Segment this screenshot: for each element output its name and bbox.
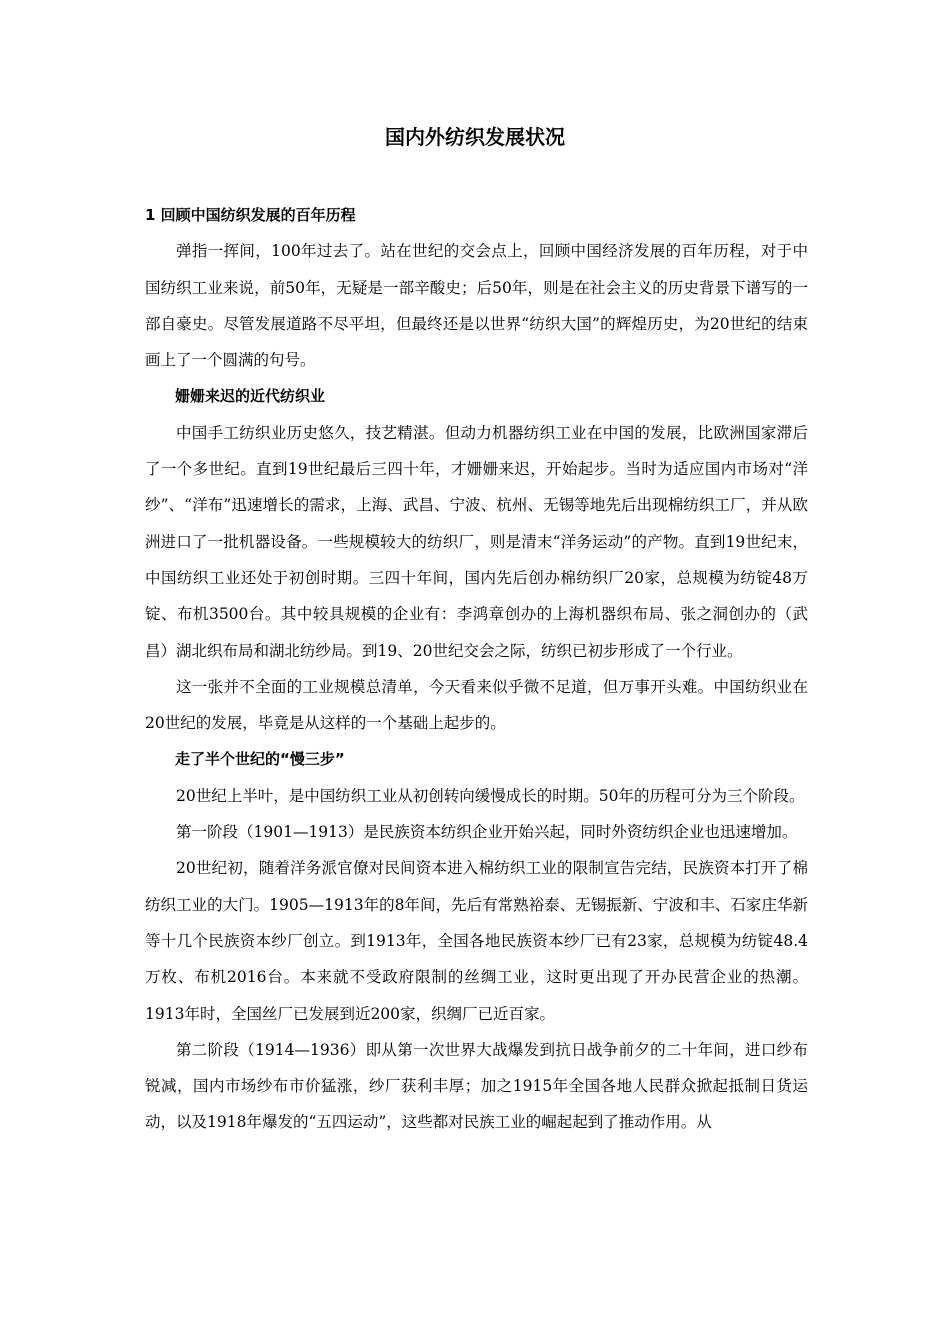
subheading: 走了半个世纪的“慢三步” [175, 750, 345, 769]
paragraph: 20世纪初，随着洋务派官僚对民间资本进入棉纺织工业的限制宣告完结，民族资本打开了棉纺织工业的大门。1905—1913年的8年间，先后有常熟裕泰、无锡振新、宁波和丰、石家庄华新等十几个民族资本纱厂创立。到1913年，全国各地民族资本纱厂已有23家，总规模为纺锭48.4万枚、布机2016台。本来就不受政府限制的丝绸工业，这时更出现了开办民营企业的热潮。1913年时，全国丝厂已发展到近200家，织绸厂已近百家。 [145, 859, 808, 1023]
document-body [145, 197, 808, 1141]
paragraph: 20世纪上半叶，是中国纺织工业从初创转向缓慢成长的时期。50年的历程可分为三个阶段。 [176, 786, 805, 805]
paragraph: 第一阶段（1901—1913）是民族资本纺织企业开始兴起，同时外资纺织企业也迅速增加。 [176, 823, 798, 842]
paragraph: 这一张并不全面的工业规模总清单，今天看来似乎微不足道，但万事开头难。中国纺织业在20世纪的发展，毕竟是从这样的一个基础上起步的。 [145, 677, 808, 733]
section-heading: 1 回顾中国纺织发展的百年历程 [145, 206, 356, 224]
paragraph: 中国手工纺织业历史悠久，技艺精湛。但动力机器纺织工业在中国的发展，比欧洲国家滞后了一个多世纪。直到19世纪最后三四十年，才姗姗来迟，开始起步。当时为适应国内市场对“洋纱”、“洋布”迅速增长的需求，上海、武昌、宁波、杭州、无锡等地先后出现棉纺织工厂，并从欧洲进口了一批机器设备。一些规模较大的纺织厂，则是清末“洋务运动”的产物。直到19世纪末，中国纺织工业还处于初创时期。三四十年间，国内先后创办棉纺织厂20家，总规模为纺锭48万锭、布机3500台。其中较具规模的企业有：李鸿章创办的上海机器织布局、张之洞创办的（武昌）湖北织布局和湖北纺纱局。到19、20世纪交会之际，纺织已初步形成了一个行业。 [145, 423, 808, 660]
paragraph: 第二阶段（1914—1936）即从第一次世界大战爆发到抗日战争前夕的二十年间，进口纱布锐减，国内市场纱布市价猛涨，纱厂获利丰厚；加之1915年全国各地人民群众掀起抵制日货运动，以及1918年爆发的“五四运动”，这些都对民族工业的崛起起到了推动作用。从 [145, 1040, 808, 1132]
paragraph: 弹指一挥间，100年过去了。站在世纪的交会点上，回顾中国经济发展的百年历程，对于中国纺织工业来说，前50年，无疑是一部辛酸史；后50年，则是在社会主义的历史背景下谱写的一部自豪史。尽管发展道路不尽平坦，但最终还是以世界“纺织大国”的辉煌历史，为20世纪的结束画上了一个圆满的句号。 [145, 242, 808, 370]
document-title: 国内外纺织发展状况 [385, 125, 565, 149]
subheading: 姗姗来迟的近代纺织业 [175, 387, 326, 406]
